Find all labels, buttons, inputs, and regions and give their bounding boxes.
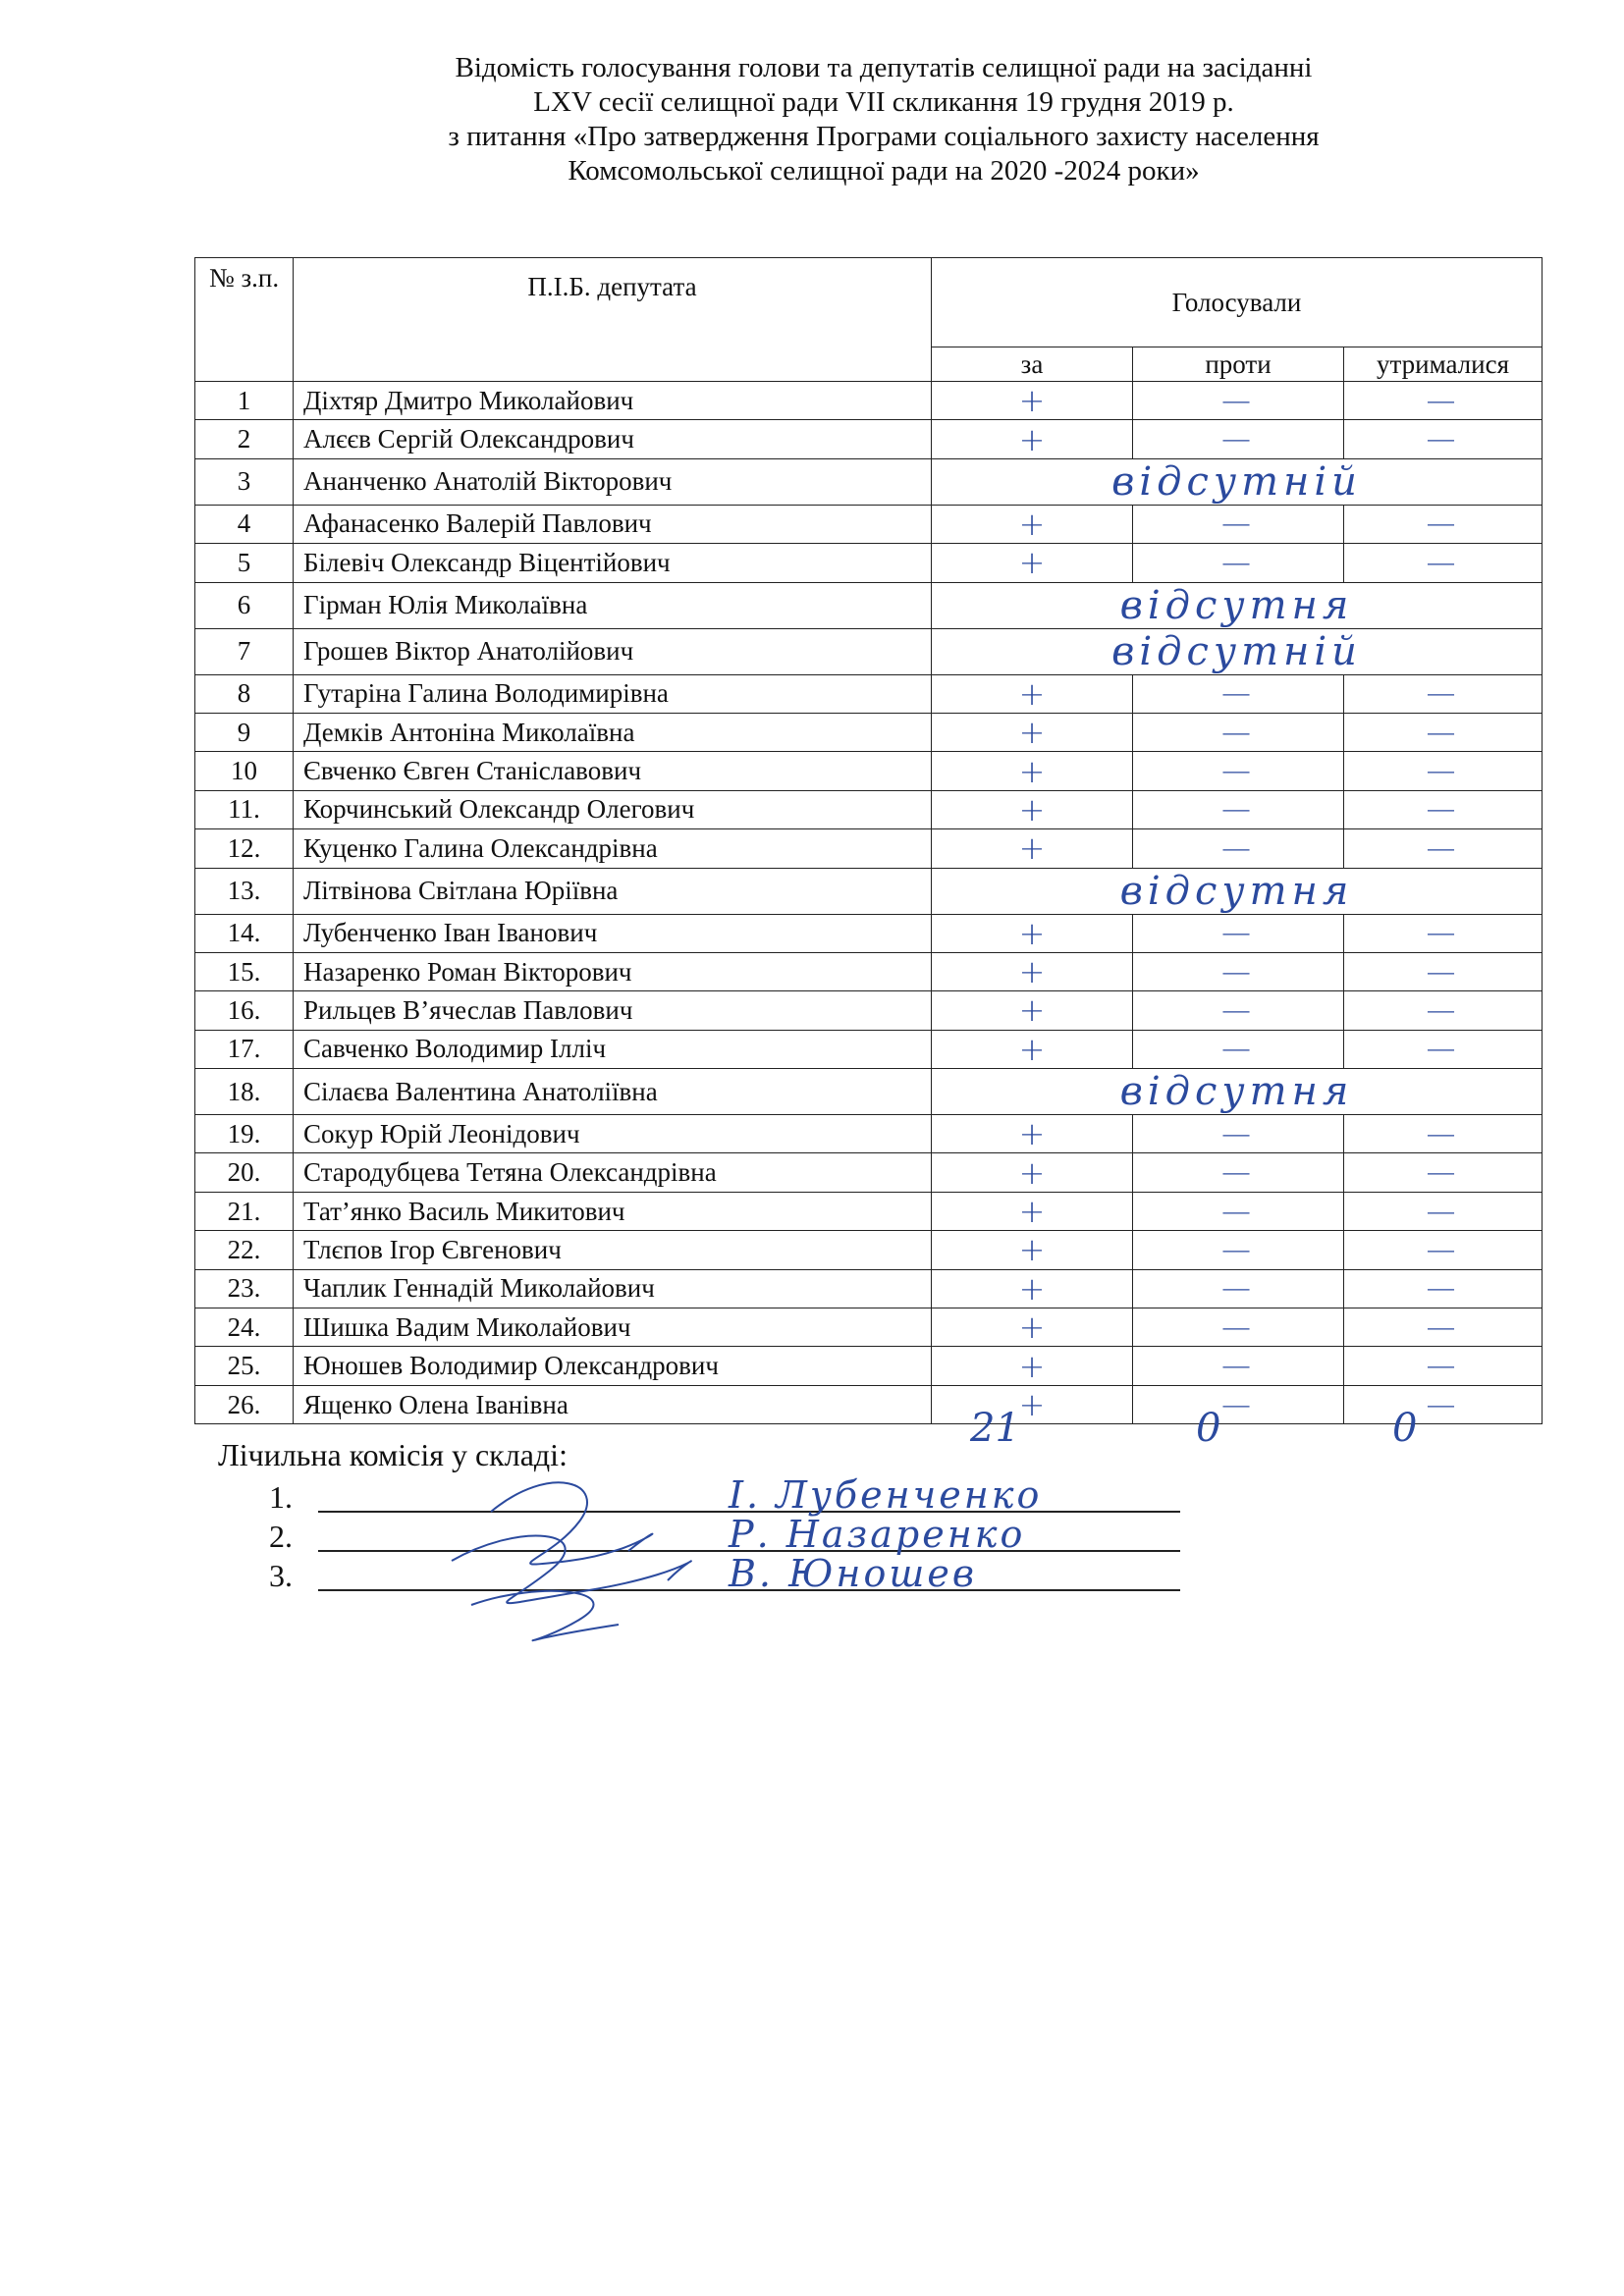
deputy-name: Алєєв Сергій Олександрович — [294, 420, 932, 458]
voting-table — [194, 257, 1543, 1424]
vote-abstain-mark: — — [1344, 1192, 1543, 1230]
vote-against-mark: — — [1133, 1115, 1344, 1153]
voting-table-body — [195, 382, 1543, 1424]
vote-against-mark: — — [1133, 790, 1344, 828]
column-header-number: № з.п. — [195, 258, 294, 382]
row-number: 4 — [195, 505, 294, 543]
table-row — [195, 544, 1543, 582]
document-header — [196, 51, 1571, 188]
vote-abstain-mark: — — [1344, 952, 1543, 990]
column-header-against: проти — [1133, 347, 1344, 382]
vote-abstain-mark: — — [1344, 1231, 1543, 1269]
vote-for-mark: + — [932, 1192, 1133, 1230]
total-for: 21 — [970, 1406, 1020, 1451]
table-row — [195, 1115, 1543, 1153]
member-index: 3. — [269, 1558, 293, 1593]
deputy-name: Гутаріна Галина Володимирівна — [294, 674, 932, 713]
vote-abstain-mark: — — [1344, 420, 1543, 458]
deputy-name: Ананченко Анатолій Вікторович — [294, 458, 932, 505]
row-number: 20. — [195, 1153, 294, 1192]
header-line-2: LXV сесії селищної ради VII скликання 19 грудня 2019 р. — [533, 86, 1234, 118]
column-header-for: за — [932, 347, 1133, 382]
row-number: 9 — [195, 713, 294, 751]
table-row — [195, 991, 1543, 1030]
absent-note: відсутня — [932, 582, 1543, 628]
row-number: 10 — [195, 752, 294, 790]
deputy-name: Афанасенко Валерій Павлович — [294, 505, 932, 543]
total-against: 0 — [1196, 1406, 1221, 1451]
column-header-abstain: утрималися — [1344, 347, 1543, 382]
vote-for-mark: + — [932, 752, 1133, 790]
row-number: 16. — [195, 991, 294, 1030]
deputy-name: Тлєпов Ігор Євгенович — [294, 1231, 932, 1269]
row-number: 21. — [195, 1192, 294, 1230]
header-line-1: Відомість голосування голови та депутатів селищної ради на засіданні — [455, 52, 1313, 83]
deputy-name: Корчинський Олександр Олегович — [294, 790, 932, 828]
vote-against-mark: — — [1133, 752, 1344, 790]
vote-for-mark: + — [932, 1308, 1133, 1347]
vote-abstain-mark: — — [1344, 790, 1543, 828]
vote-for-mark: + — [932, 914, 1133, 952]
vote-against-mark: — — [1133, 1385, 1344, 1423]
vote-abstain-mark: — — [1344, 713, 1543, 751]
vote-against-mark: — — [1133, 1347, 1344, 1385]
row-number: 19. — [195, 1115, 294, 1153]
vote-abstain-mark: — — [1344, 829, 1543, 868]
vote-abstain-mark: — — [1344, 544, 1543, 582]
vote-against-mark: — — [1133, 829, 1344, 868]
member-index: 1. — [269, 1479, 293, 1515]
commission-title: Лічильна комісія у складі: — [218, 1437, 568, 1472]
vote-abstain-mark: — — [1344, 1030, 1543, 1068]
table-row — [195, 868, 1543, 914]
table-row — [195, 582, 1543, 628]
row-number: 3 — [195, 458, 294, 505]
table-row — [195, 1153, 1543, 1192]
deputy-name: Чаплик Геннадій Миколайович — [294, 1269, 932, 1308]
row-number: 11. — [195, 790, 294, 828]
deputy-name: Білевіч Олександр Віцентійович — [294, 544, 932, 582]
deputy-name: Шишка Вадим Миколайович — [294, 1308, 932, 1347]
row-number: 15. — [195, 952, 294, 990]
vote-for-mark: + — [932, 1153, 1133, 1192]
vote-against-mark: — — [1133, 382, 1344, 420]
vote-against-mark: — — [1133, 952, 1344, 990]
vote-for-mark: + — [932, 829, 1133, 868]
vote-abstain-mark: — — [1344, 1385, 1543, 1423]
signature-stroke — [491, 1482, 652, 1564]
deputy-name: Демків Антоніна Миколаївна — [294, 713, 932, 751]
vote-against-mark: — — [1133, 420, 1344, 458]
table-row — [195, 829, 1543, 868]
table-row — [195, 1308, 1543, 1347]
table-row — [195, 1269, 1543, 1308]
deputy-name: Стародубцева Тетяна Олександрівна — [294, 1153, 932, 1192]
vote-for-mark: + — [932, 952, 1133, 990]
row-number: 25. — [195, 1347, 294, 1385]
absent-note: відсутня — [932, 868, 1543, 914]
row-number: 26. — [195, 1385, 294, 1423]
table-row — [195, 790, 1543, 828]
deputy-name: Діхтяр Дмитро Миколайович — [294, 382, 932, 420]
vote-for-mark: + — [932, 1347, 1133, 1385]
vote-against-mark: — — [1133, 1192, 1344, 1230]
deputy-name: Рильцев В’ячеслав Павлович — [294, 991, 932, 1030]
deputy-name: Ященко Олена Іванівна — [294, 1385, 932, 1423]
table-row — [195, 752, 1543, 790]
total-abstain: 0 — [1392, 1406, 1418, 1451]
vote-for-mark: + — [932, 544, 1133, 582]
table-row — [195, 1192, 1543, 1230]
header-line-4: Комсомольської селищної ради на 2020 -2024 роки» — [568, 155, 1200, 187]
vote-against-mark: — — [1133, 1269, 1344, 1308]
vote-for-mark: + — [932, 1115, 1133, 1153]
vote-abstain-mark: — — [1344, 1347, 1543, 1385]
vote-for-mark: + — [932, 1385, 1133, 1423]
table-row — [195, 1030, 1543, 1068]
deputy-name: Сокур Юрій Леонідович — [294, 1115, 932, 1153]
header-line-3: з питання «Про затвердження Програми соціального захисту населення — [448, 121, 1320, 152]
vote-for-mark: + — [932, 420, 1133, 458]
table-row — [195, 914, 1543, 952]
table-row — [195, 713, 1543, 751]
vote-for-mark: + — [932, 382, 1133, 420]
vote-abstain-mark: — — [1344, 914, 1543, 952]
deputy-name: Євченко Євген Станіславович — [294, 752, 932, 790]
row-number: 12. — [195, 829, 294, 868]
row-number: 7 — [195, 628, 294, 674]
vote-for-mark: + — [932, 713, 1133, 751]
vote-for-mark: + — [932, 1030, 1133, 1068]
vote-abstain-mark: — — [1344, 752, 1543, 790]
vote-abstain-mark: — — [1344, 382, 1543, 420]
vote-against-mark: — — [1133, 914, 1344, 952]
row-number: 8 — [195, 674, 294, 713]
deputy-name: Лубенченко Іван Іванович — [294, 914, 932, 952]
deputy-name: Сілаєва Валентина Анатоліївна — [294, 1069, 932, 1115]
vote-against-mark: — — [1133, 1153, 1344, 1192]
vote-abstain-mark: — — [1344, 1308, 1543, 1347]
handwritten-signatures — [432, 1423, 756, 1649]
deputy-name: Літвінова Світлана Юріївна — [294, 868, 932, 914]
vote-against-mark: — — [1133, 674, 1344, 713]
member-signature: В. Юношев — [729, 1552, 977, 1595]
deputy-name: Гірман Юлія Миколаївна — [294, 582, 932, 628]
absent-note: відсутній — [932, 628, 1543, 674]
table-row — [195, 420, 1543, 458]
row-number: 1 — [195, 382, 294, 420]
vote-abstain-mark: — — [1344, 991, 1543, 1030]
table-row — [195, 1069, 1543, 1115]
deputy-name: Куценко Галина Олександрівна — [294, 829, 932, 868]
deputy-name: Савченко Володимир Ілліч — [294, 1030, 932, 1068]
row-number: 6 — [195, 582, 294, 628]
member-signature: І. Лубенченко — [729, 1473, 1043, 1517]
vote-for-mark: + — [932, 991, 1133, 1030]
table-row — [195, 458, 1543, 505]
vote-against-mark: — — [1133, 544, 1344, 582]
deputy-name: Назаренко Роман Вікторович — [294, 952, 932, 990]
deputy-name: Тат’янко Василь Микитович — [294, 1192, 932, 1230]
vote-against-mark: — — [1133, 1308, 1344, 1347]
vote-for-mark: + — [932, 790, 1133, 828]
table-row — [195, 674, 1543, 713]
vote-against-mark: — — [1133, 991, 1344, 1030]
column-header-name: П.І.Б. депутата — [294, 258, 932, 382]
absent-note: відсутній — [932, 458, 1543, 505]
vote-against-mark: — — [1133, 1231, 1344, 1269]
row-number: 24. — [195, 1308, 294, 1347]
row-number: 13. — [195, 868, 294, 914]
vote-against-mark: — — [1133, 505, 1344, 543]
table-row — [195, 382, 1543, 420]
vote-for-mark: + — [932, 674, 1133, 713]
row-number: 23. — [195, 1269, 294, 1308]
vote-against-mark: — — [1133, 1030, 1344, 1068]
row-number: 5 — [195, 544, 294, 582]
deputy-name: Юношев Володимир Олександрович — [294, 1347, 932, 1385]
vote-for-mark: + — [932, 1231, 1133, 1269]
vote-against-mark: — — [1133, 713, 1344, 751]
absent-note: відсутня — [932, 1069, 1543, 1115]
row-number: 14. — [195, 914, 294, 952]
table-row — [195, 1347, 1543, 1385]
vote-abstain-mark: — — [1344, 505, 1543, 543]
vote-abstain-mark: — — [1344, 1115, 1543, 1153]
member-index: 2. — [269, 1519, 293, 1554]
deputy-name: Грошев Віктор Анатолійович — [294, 628, 932, 674]
table-row — [195, 505, 1543, 543]
member-signature: Р. Назаренко — [729, 1513, 1026, 1556]
column-header-voted: Голосували — [932, 258, 1543, 347]
vote-abstain-mark: — — [1344, 1153, 1543, 1192]
table-row — [195, 952, 1543, 990]
row-number: 17. — [195, 1030, 294, 1068]
vote-for-mark: + — [932, 1269, 1133, 1308]
row-number: 22. — [195, 1231, 294, 1269]
row-number: 2 — [195, 420, 294, 458]
vote-abstain-mark: — — [1344, 1269, 1543, 1308]
table-row — [195, 1231, 1543, 1269]
row-number: 18. — [195, 1069, 294, 1115]
table-row — [195, 628, 1543, 674]
vote-abstain-mark: — — [1344, 674, 1543, 713]
vote-for-mark: + — [932, 505, 1133, 543]
